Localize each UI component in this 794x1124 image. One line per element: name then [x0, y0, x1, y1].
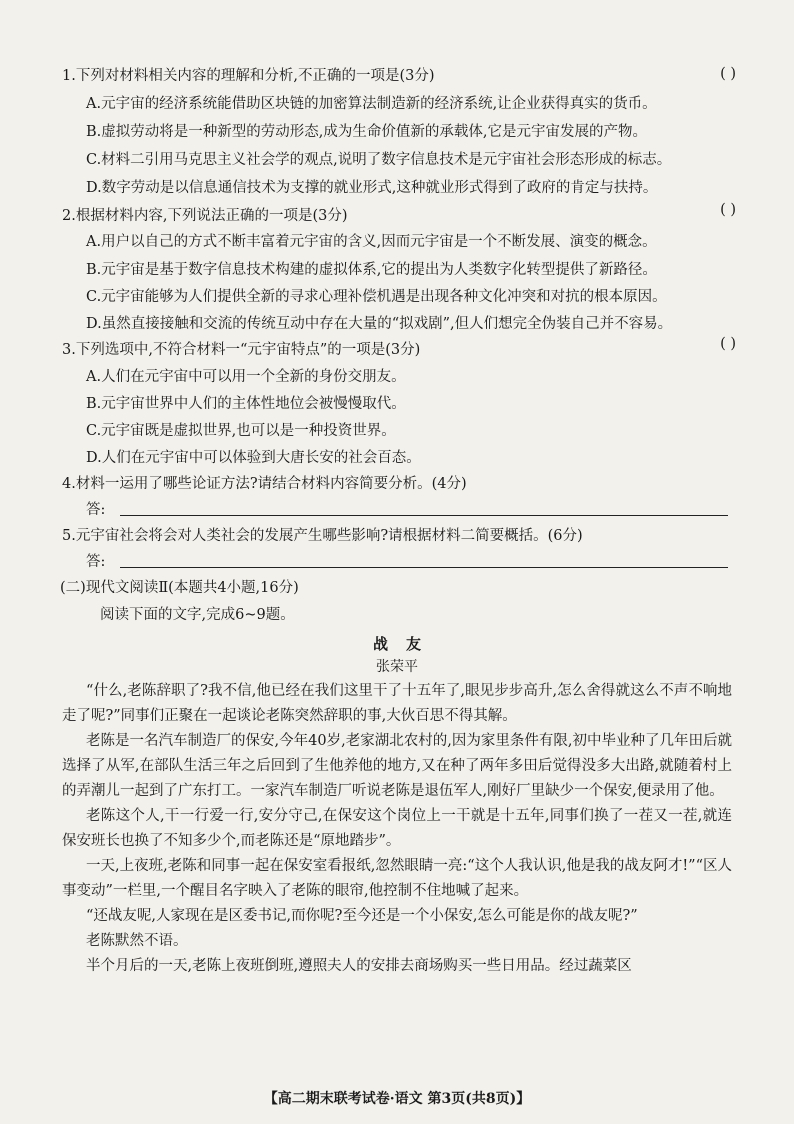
q3-stem: 3.下列选项中,不符合材料一“元宇宙特点”的一项是(3分): [62, 342, 421, 358]
story-paragraph: 老陈这个人,干一行爱一行,安分守己,在保安这个岗位上一干就是十五年,同事们换了一茬又一茬,就连保安班长也换了不知多少个,而老陈还是“原地踏步”。: [62, 808, 732, 849]
q1-option-d: D.数字劳动是以信息通信技术为支撑的就业形式,这种就业形式得到了政府的肯定与扶持。: [86, 180, 658, 196]
story-author: 张荣平: [376, 659, 418, 675]
story-paragraph: 老陈默然不语。: [86, 933, 188, 949]
q1-answer-paren: ( ): [720, 66, 736, 82]
q1-stem: 1.下列对材料相关内容的理解和分析,不正确的一项是(3分): [62, 68, 435, 84]
story-paragraph: 半个月后的一天,老陈上夜班倒班,遵照夫人的安排去商场购买一些日用品。经过蔬菜区: [86, 958, 632, 974]
q3-option-c: C.元宇宙既是虚拟世界,也可以是一种投资世界。: [86, 423, 396, 439]
section2-heading: (二)现代文阅读Ⅱ(本题共4小题,16分): [60, 580, 299, 596]
q2-option-a: A.用户以自己的方式不断丰富着元宇宙的含义,因而元宇宙是一个不断发展、演变的概念。: [86, 234, 657, 250]
q2-option-b: B.元宇宙是基于数字信息技术构建的虚拟体系,它的提出为人类数字化转型提供了新路径。: [86, 262, 657, 278]
story-paragraph: “什么,老陈辞职了?我不信,他已经在我们这里干了十五年了,眼见步步高升,怎么舍得就这么不声不响地走了呢?”同事们正聚在一起谈论老陈突然辞职的事,大伙百思不得其解。: [62, 683, 732, 724]
q2-option-d: D.虽然直接接触和交流的传统互动中存在大量的“拟戏剧”,但人们想完全伪装自己并不容易。: [86, 316, 673, 332]
section2-instruction: 阅读下面的文字,完成6~9题。: [100, 607, 295, 623]
q3-option-a: A.人们在元宇宙中可以用一个全新的身份交朋友。: [86, 369, 406, 385]
story-body: [62, 679, 732, 979]
q5-answer-line[interactable]: [120, 567, 728, 568]
q1-option-a: A.元宇宙的经济系统能借助区块链的加密算法制造新的经济系统,让企业获得真实的货币。: [86, 96, 657, 112]
q3-answer-paren: ( ): [720, 336, 736, 352]
q4-answer-label: 答:: [86, 502, 106, 518]
q1-option-c: C.材料二引用马克思主义社会学的观点,说明了数字信息技术是元宇宙社会形态形成的标志。: [86, 152, 672, 168]
page-footer: 【高二期末联考试卷·语文 第3页(共8页)】: [263, 1091, 531, 1107]
q2-answer-paren: ( ): [720, 202, 736, 218]
story-title: 战友: [372, 635, 439, 653]
q3-option-b: B.元宇宙世界中人们的主体性地位会被慢慢取代。: [86, 396, 406, 412]
q4-stem: 4.材料一运用了哪些论证方法?请结合材料内容简要分析。(4分): [62, 476, 467, 492]
q2-stem: 2.根据材料内容,下列说法正确的一项是(3分): [62, 208, 348, 224]
q4-answer-line[interactable]: [120, 515, 728, 516]
q5-answer-label: 答:: [86, 554, 106, 570]
q3-option-d: D.人们在元宇宙中可以体验到大唐长安的社会百态。: [86, 450, 421, 466]
q2-option-c: C.元宇宙能够为人们提供全新的寻求心理补偿机遇是出现各种文化冲突和对抗的根本原因。: [86, 289, 667, 305]
story-paragraph: 一天,上夜班,老陈和同事一起在保安室看报纸,忽然眼睛一亮:“这个人我认识,他是我的战友阿才!”“区人事变动”一栏里,一个醒目名字映入了老陈的眼帘,他控制不住地喊了起来。: [62, 858, 732, 899]
story-paragraph: “还战友呢,人家现在是区委书记,而你呢?至今还是一个小保安,怎么可能是你的战友呢?”: [86, 908, 638, 924]
q1-option-b: B.虚拟劳动将是一种新型的劳动形态,成为生命价值新的承载体,它是元宇宙发展的产物。: [86, 124, 647, 140]
story-paragraph: 老陈是一名汽车制造厂的保安,今年40岁,老家湖北农村的,因为家里条件有限,初中毕业种了几年田后就选择了从军,在部队生活三年之后回到了生他养他的地方,又在种了两年多田后觉得没多大出路,就随着村上的弄潮儿一起到了广东打工。一家汽车制造厂听说老陈是退伍军人,刚好厂里缺少一个保安,便录用了他。: [62, 733, 732, 799]
q5-stem: 5.元宇宙社会将会对人类社会的发展产生哪些影响?请根据材料二简要概括。(6分): [62, 528, 583, 544]
